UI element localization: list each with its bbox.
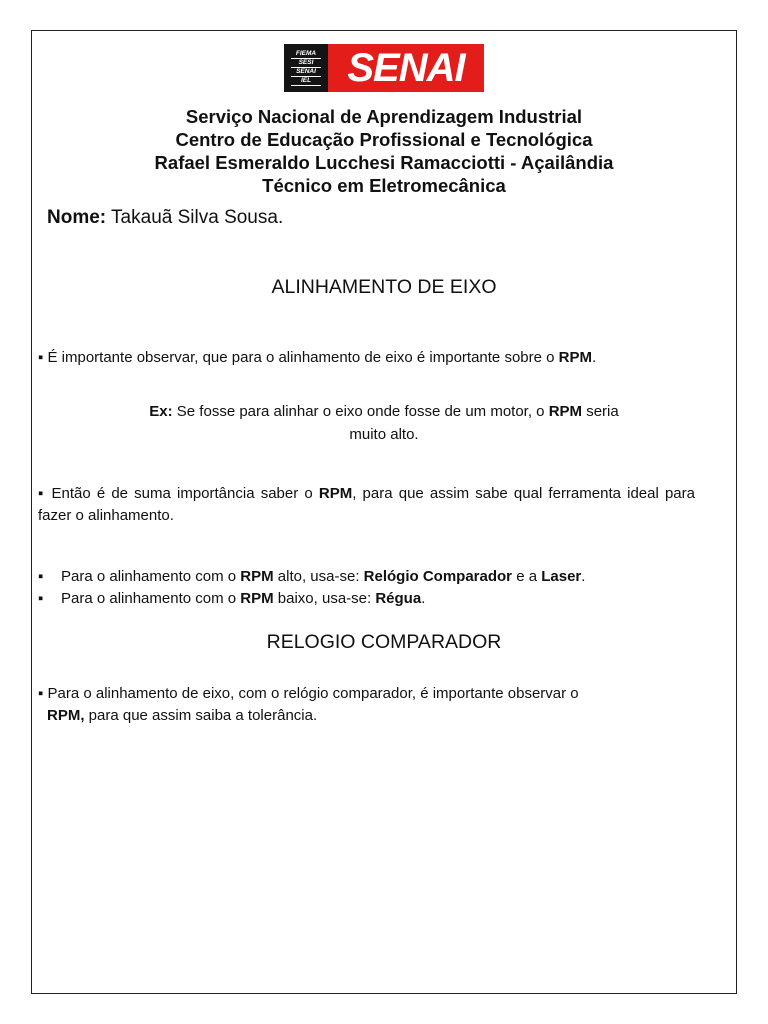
senai-logo [284,44,484,92]
list-text: e a [512,568,542,585]
list-text: . [581,568,586,585]
paragraph-text: . [591,349,597,366]
institution-header [40,105,728,197]
list-text: . [421,590,426,607]
list-text: Para o alinhamento com o [61,568,241,585]
bold-term: Laser [541,568,582,585]
paragraph-text: Então é de suma importância saber o [45,485,319,502]
bold-term: Régua [375,590,422,607]
paragraph-relogio [38,683,695,727]
student-name [47,207,283,229]
bold-term: RPM, [47,707,85,724]
list-text: Para o alinhamento com o [61,590,241,607]
name-value: Takauã Silva Sousa. [106,207,284,228]
header-line: Técnico em Eletromecânica [262,175,506,196]
logo-brand-block [328,44,484,92]
paragraph-text: É importante observar, que para o alinhamento de eixo é importante sobre o [43,349,559,366]
example-label: Ex: [149,403,173,420]
bullet-icon: ▪ [38,349,44,366]
logo-small-text: IEL [291,77,321,86]
header-line: Rafael Esmeraldo Lucchesi Ramacciotti - Açailândia [154,152,614,173]
bullet-icon: ▪ [38,590,44,607]
header-line: Centro de Educação Profissional e Tecnológica [175,129,593,150]
logo-brand-text: SENAI [347,46,465,90]
bullet-icon: ▪ [38,485,46,502]
example-text: seria [582,403,619,420]
bold-term: RPM [558,349,592,366]
paragraph-rpm-importance [38,483,695,527]
bold-term: RPM [318,485,353,502]
bullet-icon: ▪ [38,685,44,702]
header-line: Serviço Nacional de Aprendizagem Industrial [185,106,583,127]
section-title-relogio: RELOGIO COMPARADOR [266,631,502,653]
logo-affiliates-block [284,44,328,92]
paragraph-text: para que assim saiba a tolerância. [84,707,318,724]
list-text: baixo, usa-se: [273,590,376,607]
list-text: alto, usa-se: [273,568,364,585]
paragraph-text: Para o alinhamento de eixo, com o relógio comparador, é importante observar o [43,685,579,702]
logo-small-text: SESI [291,59,321,68]
paragraph-importance [38,347,695,369]
bold-term: RPM [240,568,274,585]
example-block [40,400,728,446]
list-item-rpm-alto [38,566,585,588]
bullet-icon: ▪ [38,568,44,585]
list-item-rpm-baixo [38,588,425,610]
name-label: Nome: [47,207,107,228]
logo-small-text: FIEMA [291,50,321,59]
paragraph-text: , para que assim sabe qual ferramenta ideal para fazer o alinhamento. [38,485,695,524]
bold-term: RPM [548,403,583,420]
bold-term: RPM [240,590,274,607]
logo-small-text: SENAI [291,68,321,77]
example-line: muito alto. [349,426,419,443]
bold-term: Relógio Comparador [363,568,513,585]
example-text: Se fosse para alinhar o eixo onde fosse de um motor, o [172,403,549,420]
example-line [40,400,728,423]
section-title-alinhamento: ALINHAMENTO DE EIXO [271,276,497,298]
